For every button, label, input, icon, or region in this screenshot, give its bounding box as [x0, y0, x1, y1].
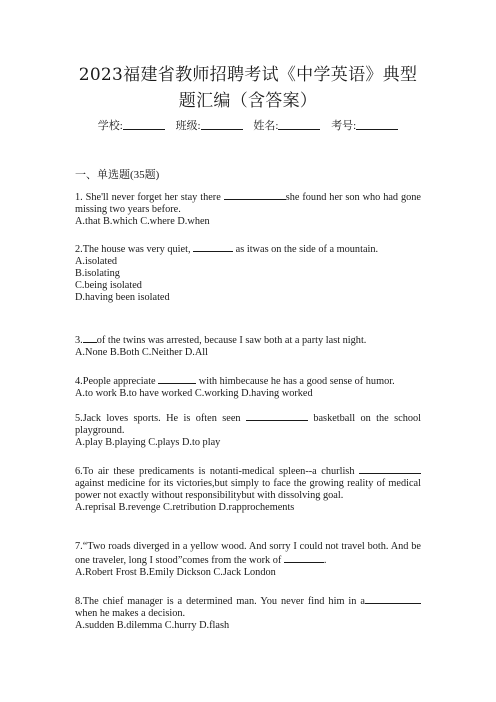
exam-number-blank — [356, 119, 398, 130]
class-field — [176, 120, 243, 132]
question-options: A.reprisal B.revenge C.retribution D.rapprochements — [75, 502, 295, 513]
option-d: D.having been isolated — [75, 292, 170, 303]
title-line-2: 题汇编（含答案） — [178, 91, 318, 111]
answer-blank — [284, 553, 324, 563]
school-label: 学校: — [97, 120, 123, 132]
question-2 — [75, 242, 421, 304]
question-options: A.to work B.to have worked C.working D.having worked — [75, 388, 313, 399]
question-stem: 3. of the twins was arrested, because I saw both at a party last night. — [75, 335, 367, 346]
title-line-1: 2023福建省教师招聘考试《中学英语》典型 — [78, 65, 418, 85]
answer-blank — [83, 333, 97, 343]
question-7 — [75, 541, 421, 579]
exam-number-field — [331, 120, 398, 132]
question-5 — [75, 411, 421, 449]
question-options: A.that B.which C.where D.when — [75, 216, 210, 227]
student-info-line — [40, 119, 456, 133]
question-stem: 5.Jack loves sports. He is often seen basketball on the school playground. — [75, 413, 421, 436]
answer-blank — [224, 190, 286, 200]
question-8 — [75, 594, 421, 632]
class-blank — [201, 119, 243, 130]
question-stem: 2.The house was very quiet, as itwas on the side of a mountain. — [75, 244, 379, 255]
document-title — [40, 62, 456, 114]
answer-blank — [365, 594, 421, 604]
option-c: C.being isolated — [75, 280, 142, 291]
question-options: A.play B.playing C.plays D.to play — [75, 437, 221, 448]
school-blank — [123, 119, 165, 130]
name-label: 姓名: — [253, 120, 279, 132]
answer-blank — [246, 411, 308, 421]
section-title: 一、单选题(35题) — [75, 169, 160, 181]
class-label: 班级: — [175, 120, 201, 132]
answer-blank — [158, 374, 196, 384]
question-stem: 7.“Two roads diverged in a yellow wood. And sorry I could not travel both. And be one traveler, long I stood”comes from the work of . — [75, 541, 421, 566]
answer-blank — [359, 464, 421, 474]
school-field — [98, 120, 165, 132]
question-options: A.Robert Frost B.Emily Dickson C.Jack London — [75, 567, 276, 578]
question-1 — [75, 190, 421, 228]
question-options: A.None B.Both C.Neither D.All — [75, 347, 208, 358]
question-3 — [75, 333, 421, 359]
question-stem: 8.The chief manager is a determined man. You never find him in awhen he makes a decision. — [75, 594, 421, 620]
question-options: A.sudden B.dilemma C.hurry D.flash — [75, 620, 230, 631]
name-blank — [278, 119, 320, 130]
name-field — [253, 120, 320, 132]
question-stem: 6.To air these predicaments is notanti-medical spleen--a churlish against medicine for its victories,but simply to face the growing reality of medical power not exactly without responsibilitybut with dissolving goal. — [75, 466, 421, 501]
question-stem: 1. She'll never forget her stay there she found her son who had gone missing two years before. — [75, 192, 422, 215]
option-a: A.isolated — [75, 256, 118, 267]
question-6 — [75, 464, 421, 514]
question-stem: 4.People appreciate with himbecause he has a good sense of humor. — [75, 376, 395, 387]
exam-number-label: 考号: — [331, 120, 357, 132]
question-4 — [75, 374, 421, 400]
answer-blank — [193, 242, 233, 252]
option-b: B.isolating — [75, 268, 120, 279]
